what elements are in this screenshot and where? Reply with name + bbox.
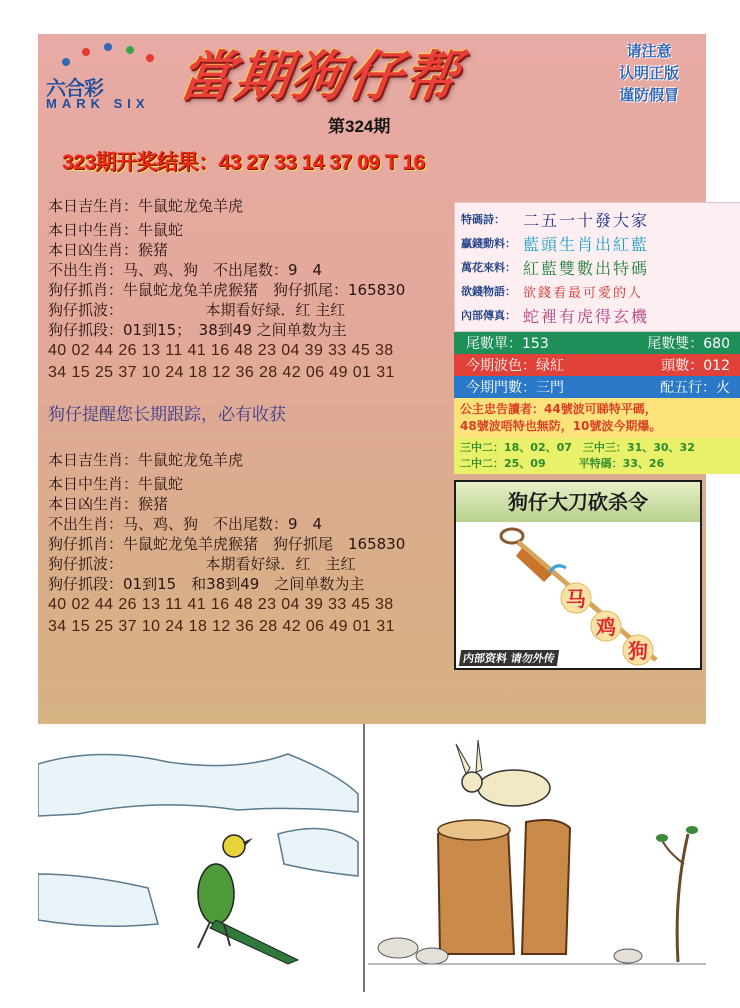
- stat-row-doors: [454, 376, 740, 398]
- internal-use-note: 内部资料 请勿外传: [459, 650, 559, 666]
- tip-row: [461, 255, 735, 279]
- host-advice-line: 公主忠告讀者：44號波可睇特平碼，: [460, 402, 657, 416]
- lucky-zodiac: 本日吉生肖：牛鼠蛇龙兔羊虎: [48, 451, 244, 469]
- mid-zodiac: 本日中生肖：牛鼠蛇: [48, 221, 184, 239]
- tip-tag: 欲錢物語：: [461, 285, 516, 298]
- catch-wave: 狗仔抓波： 本期看好绿．红 主红: [48, 301, 346, 319]
- cartoon-illustration: [38, 724, 706, 992]
- host-advice-line: 48號波唔特也無防，10號波今期爆。: [460, 419, 662, 433]
- tip-text: 紅藍雙數出特碼: [523, 258, 650, 278]
- stat-head-numbers: 頭數：012: [661, 358, 730, 374]
- notice-line: 请注意: [626, 42, 672, 60]
- page-title: 當期狗仔帮: [175, 44, 465, 108]
- stat-wave-color: 今期波色：绿紅: [466, 358, 564, 374]
- tip-row: [461, 231, 735, 255]
- notice-line: 谨防假冒: [618, 86, 679, 104]
- number-row: 40 02 44 26 13 11 41 16 48 23 04 39 33 45 38: [48, 342, 394, 359]
- skewer-illustration: [456, 522, 700, 668]
- stat-row-wave: [454, 354, 740, 376]
- tip-row: [461, 207, 735, 231]
- catch-zodiac: 狗仔抓肖：牛鼠蛇龙兔羊虎猴猪 狗仔抓尾 165830: [48, 535, 406, 553]
- logo-subtitle: MARK SIX: [46, 96, 150, 111]
- tip-text: 欲錢看最可愛的人: [523, 285, 644, 301]
- ribbon-icon: [550, 566, 566, 572]
- stat-even-tails: 尾數雙：680: [647, 336, 730, 352]
- tips-panel: [454, 202, 740, 474]
- bad-zodiac: 本日凶生肖：猴猪: [48, 241, 169, 259]
- lucky-zodiac: 本日吉生肖：牛鼠蛇龙兔羊虎: [48, 197, 244, 215]
- combo-picks: [454, 438, 740, 474]
- poster-background: [38, 34, 730, 724]
- stat-row-tails: [454, 332, 740, 354]
- combo-line: 二中二：25、09 平特碼：33、26: [460, 457, 665, 470]
- excluded-zodiac: 不出生肖：马、鸡、狗 不出尾数：9 4: [48, 515, 323, 533]
- tip-text: 蛇裡有虎得玄機: [523, 306, 650, 326]
- combo-line: 三中二：18、02、07 三中三：31、30、32: [460, 441, 695, 454]
- catch-range: 狗仔抓段：01到15； 38到49 之间单数为主: [48, 321, 347, 339]
- tree-stump-icon: [438, 820, 570, 954]
- kill-order-title: 狗仔大刀砍杀令: [456, 482, 700, 522]
- stat-odd-tails: 尾數單：153: [466, 336, 549, 352]
- ball-label: 鸡: [596, 615, 616, 639]
- tip-text: 二五一十發大家: [523, 210, 650, 230]
- ball-label: 狗: [628, 639, 648, 663]
- catch-range: 狗仔抓段：01到15 和38到49 之间单数为主: [48, 575, 365, 593]
- issue-number: 第324期: [328, 117, 391, 136]
- authenticity-notice: [604, 40, 694, 106]
- logo-dots-icon: [52, 40, 172, 70]
- ball-label: 马: [566, 587, 586, 611]
- host-advice: [454, 398, 740, 438]
- mid-zodiac: 本日中生肖：牛鼠蛇: [48, 475, 184, 493]
- tip-row: [461, 303, 735, 327]
- cartoon-scene: [38, 724, 706, 992]
- bad-zodiac: 本日凶生肖：猴猪: [48, 495, 169, 513]
- draw-result: 323期开奖结果：43 27 33 14 37 09 T 16: [62, 151, 425, 174]
- reminder-text: 狗仔提醒您长期跟踪，必有收获: [48, 405, 286, 425]
- catch-wave: 狗仔抓波： 本期看好绿．红 主红: [48, 555, 356, 573]
- kill-order-box: [454, 480, 702, 670]
- logo-text: 六合彩: [46, 76, 103, 100]
- catch-zodiac: 狗仔抓肖：牛鼠蛇龙兔羊虎猴猪 狗仔抓尾：165830: [48, 281, 406, 299]
- tip-row: [461, 279, 735, 303]
- number-row: 34 15 25 37 10 24 18 12 36 28 42 06 49 01 31: [48, 364, 395, 381]
- tip-tag: 特碼詩：: [461, 213, 505, 226]
- number-row: 40 02 44 26 13 11 41 16 48 23 04 39 33 45 38: [48, 596, 394, 613]
- tips-lines: [454, 202, 740, 332]
- tip-tag: 內部傳真：: [461, 309, 516, 322]
- stat-five-elements: 配五行：火: [660, 380, 730, 396]
- prediction-block-2: [48, 450, 468, 638]
- tip-tag: 贏錢動料：: [461, 237, 516, 250]
- header: [38, 34, 706, 118]
- notice-line: 认明正版: [618, 64, 679, 82]
- number-row: 34 15 25 37 10 24 18 12 36 28 42 06 49 01 31: [48, 618, 395, 635]
- excluded-zodiac: 不出生肖：马、鸡、狗 不出尾数：9 4: [48, 261, 323, 279]
- tip-text: 藍頭生肖出紅藍: [523, 234, 650, 254]
- tip-tag: 萬花來料：: [461, 261, 516, 274]
- prediction-block-1: [48, 196, 468, 384]
- stat-doors: 今期門數：三門: [466, 380, 564, 396]
